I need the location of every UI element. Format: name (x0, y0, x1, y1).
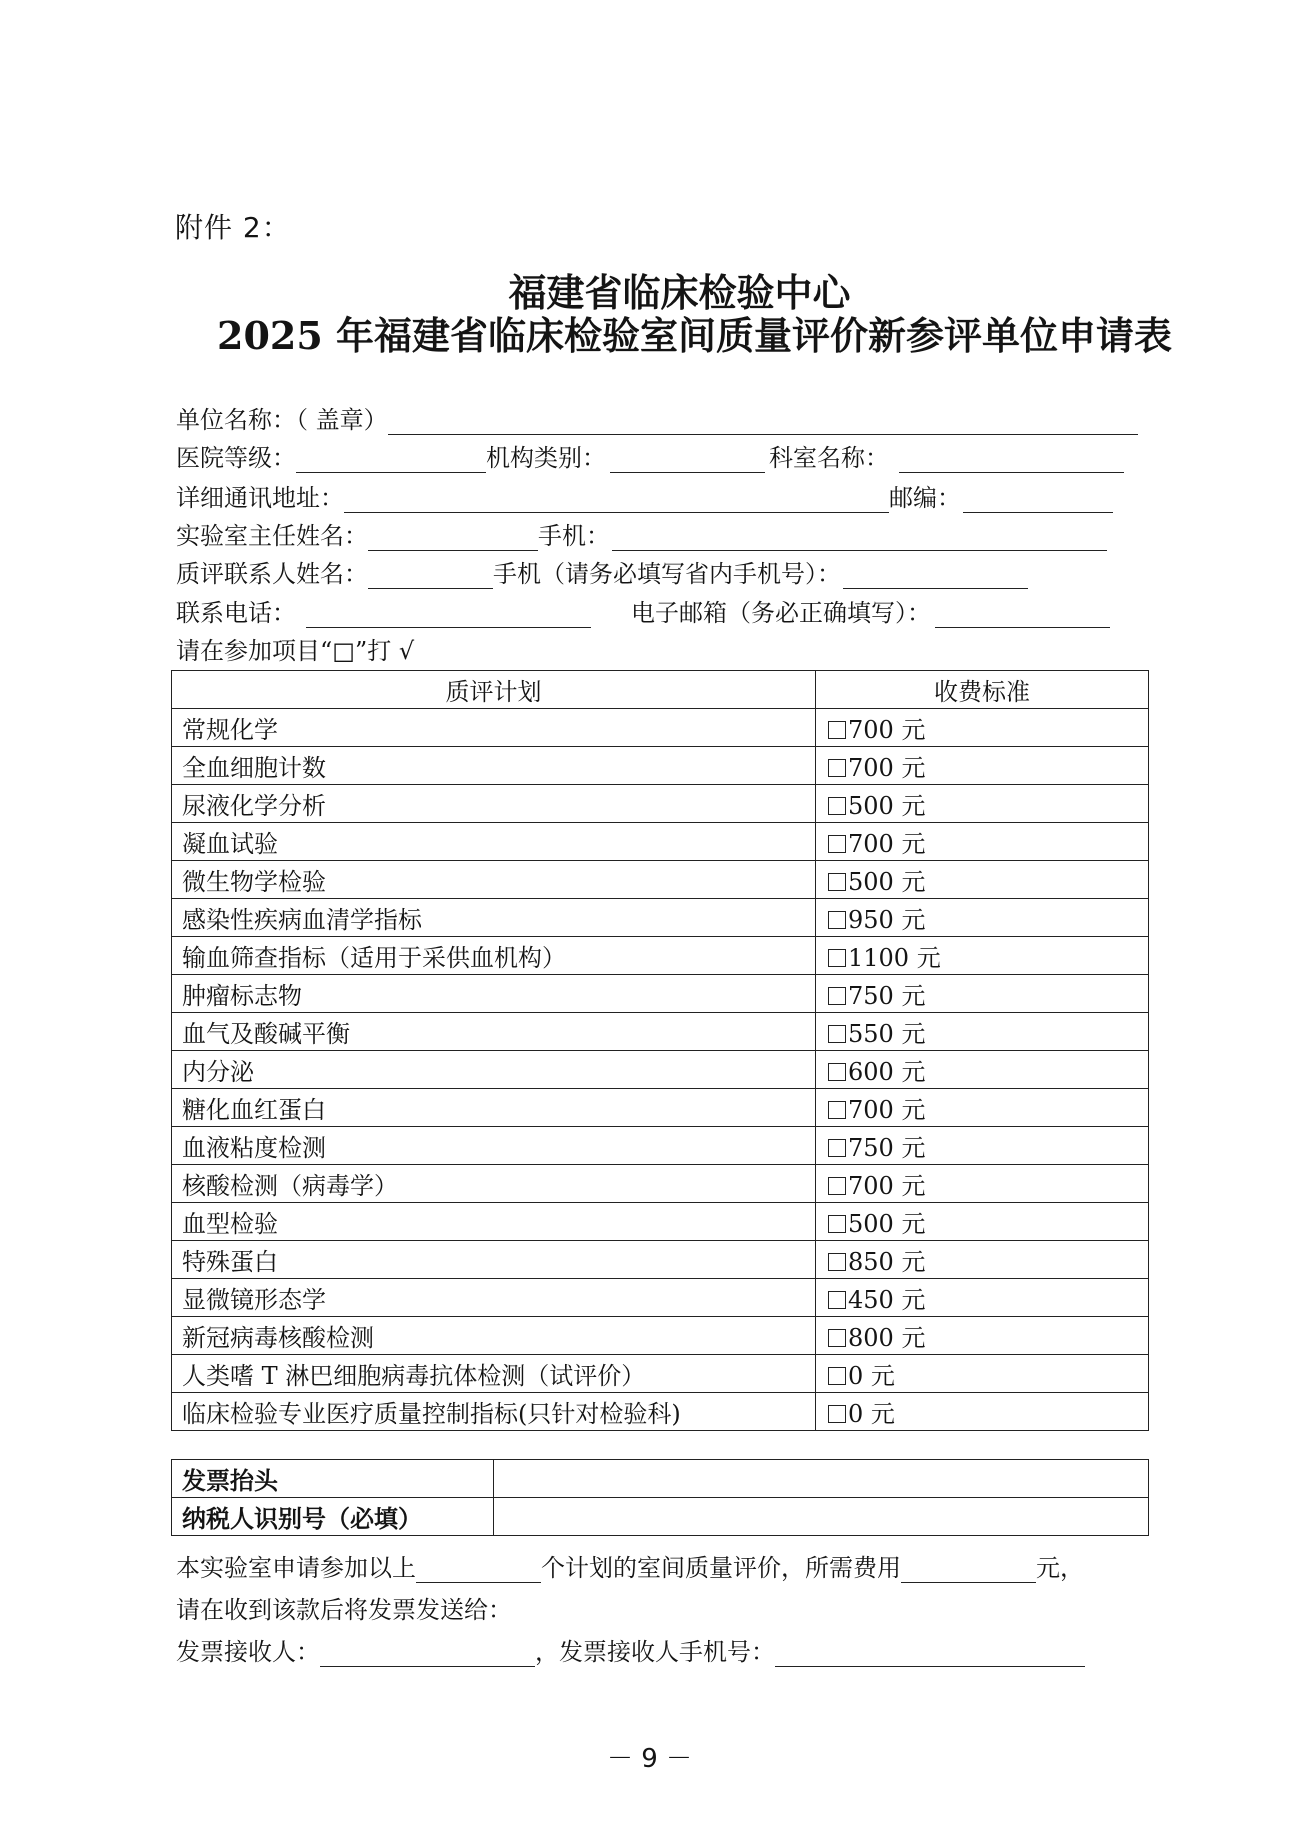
postcode-field[interactable] (963, 486, 1113, 513)
contact-phone-label: 手机（请务必填写省内手机号）： (493, 560, 841, 588)
contact-phone-field[interactable] (843, 562, 1028, 589)
fee-cell (816, 1393, 1149, 1431)
director-row (176, 516, 1151, 554)
receiver-phone-label: ，发票接收人手机号： (535, 1638, 775, 1666)
fee-cell (816, 1355, 1149, 1393)
plan-name: 凝血试验 (172, 823, 816, 861)
invoice-table (171, 1459, 1149, 1536)
telephone-label: 联系电话： (176, 599, 296, 627)
email-label: 电子邮箱（务必正确填写）： (631, 599, 931, 627)
fee-column-header: 收费标准 (816, 671, 1149, 709)
fee-amount: 750 元 (848, 1134, 926, 1162)
plan-name: 内分泌 (172, 1051, 816, 1089)
director-phone-field[interactable] (612, 524, 1107, 551)
checkbox[interactable] (828, 873, 846, 891)
plan-name: 感染性疾病血清学指标 (172, 899, 816, 937)
plan-name: 显微镜形态学 (172, 1279, 816, 1317)
fee-amount: 1100 元 (848, 944, 941, 972)
director-phone-label: 手机： (538, 522, 610, 550)
unit-name-row (176, 400, 1151, 438)
fee-cell (816, 747, 1149, 785)
table-row (172, 823, 1149, 861)
page-number: － 9 － (606, 1744, 693, 1774)
address-field[interactable] (344, 486, 889, 513)
fee-amount: 700 元 (848, 1172, 926, 1200)
plan-name: 人类嗜 T 淋巴细胞病毒抗体检测（试评价） (172, 1355, 816, 1393)
table-row (172, 1355, 1149, 1393)
table-row (172, 899, 1149, 937)
plan-name: 核酸检测（病毒学） (172, 1165, 816, 1203)
plans-table (171, 670, 1149, 1431)
address-row (176, 478, 1151, 516)
table-row (172, 1241, 1149, 1279)
table-row (172, 747, 1149, 785)
plan-name: 全血细胞计数 (172, 747, 816, 785)
checkbox[interactable] (828, 987, 846, 1005)
unit-name-label: 单位名称：（ 盖章） (176, 406, 388, 434)
receiver-phone-field[interactable] (775, 1640, 1085, 1667)
unit-name-field[interactable] (388, 408, 1138, 435)
table-row (172, 937, 1149, 975)
postcode-label: 邮编： (889, 484, 961, 512)
fee-amount: 0 元 (848, 1362, 895, 1390)
fee-amount: 950 元 (848, 906, 926, 934)
plan-name: 血型检验 (172, 1203, 816, 1241)
table-row (172, 975, 1149, 1013)
fee-cell (816, 1203, 1149, 1241)
instruction-row (176, 631, 1151, 669)
contact-name-label: 质评联系人姓名： (176, 560, 368, 588)
receiver-label: 发票接收人： (176, 1638, 320, 1666)
plan-name: 特殊蛋白 (172, 1241, 816, 1279)
contact-name-field[interactable] (368, 562, 493, 589)
checkbox[interactable] (828, 1291, 846, 1309)
fee-amount: 700 元 (848, 830, 926, 858)
checkbox[interactable] (828, 1139, 846, 1157)
fee-amount: 500 元 (848, 1210, 926, 1238)
receiver-line (176, 1632, 1151, 1667)
fee-amount: 750 元 (848, 982, 926, 1010)
fee-amount: 700 元 (848, 754, 926, 782)
fee-cell (816, 1089, 1149, 1127)
checkbox[interactable] (828, 1405, 846, 1423)
tax-id-field[interactable] (494, 1498, 1149, 1536)
checkbox[interactable] (828, 721, 846, 739)
fee-amount: 850 元 (848, 1248, 926, 1276)
checkbox[interactable] (828, 797, 846, 815)
fee-amount: 700 元 (848, 1096, 926, 1124)
checkbox[interactable] (828, 949, 846, 967)
fee-cell (816, 1013, 1149, 1051)
total-fee-field[interactable] (901, 1556, 1036, 1583)
checkbox[interactable] (828, 1329, 846, 1347)
hospital-row (176, 438, 1151, 476)
fee-cell (816, 899, 1149, 937)
table-row (172, 1165, 1149, 1203)
checkbox[interactable] (828, 1025, 846, 1043)
contact-row (176, 554, 1151, 592)
checkbox[interactable] (828, 1101, 846, 1119)
fee-cell (816, 823, 1149, 861)
attachment-label: 附件 2： (175, 211, 291, 244)
checkbox[interactable] (828, 1063, 846, 1081)
apply-prefix: 本实验室申请参加以上 (176, 1554, 416, 1582)
telephone-field[interactable] (306, 601, 591, 628)
plan-count-field[interactable] (416, 1556, 541, 1583)
send-text: 请在收到该款后将发票发送给： (176, 1596, 512, 1624)
fee-cell (816, 1241, 1149, 1279)
director-name-label: 实验室主任姓名： (176, 522, 368, 550)
fee-cell (816, 1165, 1149, 1203)
document-subtitle: 2025 年福建省临床检验室间质量评价新参评单位申请表 (217, 313, 1172, 358)
apply-line (176, 1548, 1151, 1583)
org-type-field[interactable] (610, 446, 765, 473)
table-header-row (172, 671, 1149, 709)
email-field[interactable] (935, 601, 1110, 628)
fee-amount: 500 元 (848, 792, 926, 820)
plan-name: 糖化血红蛋白 (172, 1089, 816, 1127)
table-row (172, 1013, 1149, 1051)
checkbox[interactable] (828, 759, 846, 777)
fee-amount: 500 元 (848, 868, 926, 896)
table-row (172, 785, 1149, 823)
table-row (172, 709, 1149, 747)
plan-name: 尿液化学分析 (172, 785, 816, 823)
fee-cell (816, 785, 1149, 823)
receiver-field[interactable] (320, 1640, 535, 1667)
checkbox[interactable] (828, 835, 846, 853)
invoice-title-field[interactable] (494, 1460, 1149, 1498)
tax-id-row (172, 1498, 1149, 1536)
plan-name: 血液粘度检测 (172, 1127, 816, 1165)
plan-name: 临床检验专业医疗质量控制指标(只针对检验科) (172, 1393, 816, 1431)
checkbox[interactable] (828, 1253, 846, 1271)
table-row (172, 1203, 1149, 1241)
table-row (172, 1393, 1149, 1431)
telephone-row (176, 593, 1151, 631)
fee-amount: 800 元 (848, 1324, 926, 1352)
dept-name-label: 科室名称： (769, 444, 889, 472)
fee-cell (816, 1051, 1149, 1089)
fee-cell (816, 1279, 1149, 1317)
fee-cell (816, 709, 1149, 747)
dept-name-field[interactable] (899, 446, 1124, 473)
fee-amount: 0 元 (848, 1400, 895, 1428)
checkbox[interactable] (828, 1367, 846, 1385)
fee-cell (816, 1317, 1149, 1355)
table-row (172, 1089, 1149, 1127)
director-name-field[interactable] (368, 524, 538, 551)
hospital-level-label: 医院等级： (176, 444, 296, 472)
fee-amount: 550 元 (848, 1020, 926, 1048)
plan-name: 微生物学检验 (172, 861, 816, 899)
table-row (172, 1051, 1149, 1089)
table-row (172, 1317, 1149, 1355)
apply-middle: 个计划的室间质量评价，所需费用 (541, 1554, 901, 1582)
invoice-title-label: 发票抬头 (172, 1460, 494, 1498)
send-line (176, 1590, 1151, 1625)
fee-cell (816, 861, 1149, 899)
plan-name: 血气及酸碱平衡 (172, 1013, 816, 1051)
checkbox[interactable] (828, 1215, 846, 1233)
fee-cell (816, 975, 1149, 1013)
table-row (172, 1127, 1149, 1165)
fee-amount: 700 元 (848, 716, 926, 744)
fee-cell (816, 1127, 1149, 1165)
tax-id-label: 纳税人识别号（必填） (172, 1498, 494, 1536)
checkbox[interactable] (828, 1177, 846, 1195)
plan-column-header: 质评计划 (172, 671, 816, 709)
invoice-title-row (172, 1460, 1149, 1498)
address-label: 详细通讯地址： (176, 484, 344, 512)
fee-amount: 600 元 (848, 1058, 926, 1086)
instruction-text: 请在参加项目“□”打 √ (176, 637, 415, 665)
fee-cell (816, 937, 1149, 975)
plan-name: 常规化学 (172, 709, 816, 747)
plan-name: 肿瘤标志物 (172, 975, 816, 1013)
table-row (172, 1279, 1149, 1317)
apply-suffix: 元， (1036, 1554, 1084, 1582)
fee-amount: 450 元 (848, 1286, 926, 1314)
table-row (172, 861, 1149, 899)
org-type-label: 机构类别： (486, 444, 606, 472)
hospital-level-field[interactable] (296, 446, 486, 473)
plan-name: 输血筛查指标（适用于采供血机构） (172, 937, 816, 975)
document-title: 福建省临床检验中心 (508, 270, 851, 315)
checkbox[interactable] (828, 911, 846, 929)
plan-name: 新冠病毒核酸检测 (172, 1317, 816, 1355)
